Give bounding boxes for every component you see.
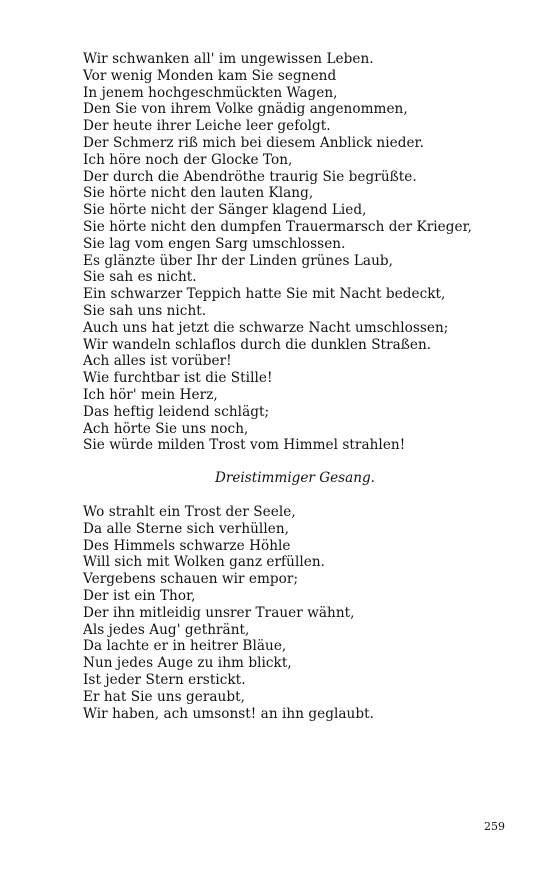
poem-line: Sie lag vom engen Sarg umschlossen. bbox=[83, 235, 346, 252]
poem-line: Will sich mit Wolken ganz erfüllen. bbox=[83, 554, 326, 571]
poem-line: Den Sie von ihrem Volke gnädig angenommen, bbox=[83, 101, 408, 118]
poem-line: Der durch die Abendröthe traurig Sie begrüßte. bbox=[83, 168, 417, 185]
poem-line: Sie sah es nicht. bbox=[83, 269, 197, 286]
poem-line: Ach alles ist vorüber! bbox=[83, 353, 232, 370]
poem-line: Ein schwarzer Teppich hatte Sie mit Nacht bedeckt, bbox=[83, 286, 446, 303]
section-heading: Dreistimmiger Gesang. bbox=[214, 470, 376, 486]
poem-line: Da lachte er in heitrer Bläue, bbox=[83, 638, 287, 655]
poem-line: Als jedes Aug' gethränt, bbox=[83, 621, 250, 638]
poem-line: Der ihn mitleidig unsrer Trauer wähnt, bbox=[83, 604, 355, 621]
poem-line: Nun jedes Auge zu ihm blickt, bbox=[83, 655, 292, 672]
poem-line: Ach hörte Sie uns noch, bbox=[83, 420, 249, 437]
page-number: 259 bbox=[484, 820, 505, 833]
poem-line: Auch uns hat jetzt die schwarze Nacht umschlossen; bbox=[83, 319, 449, 336]
poem-line: Des Himmels schwarze Höhle bbox=[83, 537, 291, 554]
poem-line: Er hat Sie uns geraubt, bbox=[83, 688, 245, 705]
poem-line: Wie furchtbar ist die Stille! bbox=[83, 370, 273, 387]
poem-line: Sie hörte nicht den lauten Klang, bbox=[83, 185, 314, 202]
poem-line: Es glänzte über Ihr der Linden grünes Laub, bbox=[83, 252, 394, 269]
poem-line: Das heftig leidend schlägt; bbox=[83, 403, 270, 420]
poem-line: Sie sah uns nicht. bbox=[83, 302, 207, 319]
poem-line: Sie hörte nicht der Sänger klagend Lied, bbox=[83, 202, 367, 219]
poem-line: In jenem hochgeschmückten Wagen, bbox=[83, 84, 338, 101]
poem-line: Da alle Sterne sich verhüllen, bbox=[83, 520, 289, 537]
poem-line: Der Schmerz riß mich bei diesem Anblick nieder. bbox=[83, 134, 424, 151]
poem-stanza-2 bbox=[83, 504, 503, 722]
poem-line: Vergebens schauen wir empor; bbox=[83, 571, 299, 588]
poem-line: Wir schwanken all' im ungewissen Leben. bbox=[83, 51, 374, 67]
poem-line: Wir haben, ach umsonst! an ihn geglaubt. bbox=[83, 705, 374, 722]
poem-line: Wir wandeln schlaflos durch die dunklen Straßen. bbox=[83, 336, 432, 353]
poem-line: Ich höre noch der Glocke Ton, bbox=[83, 151, 293, 168]
poem-line: Sie hörte nicht den dumpfen Trauermarsch der Krieger, bbox=[83, 218, 473, 235]
poem-line: Ist jeder Stern erstickt. bbox=[83, 671, 246, 688]
poem-stanza-1 bbox=[83, 51, 503, 454]
poem-line: Ich hör' mein Herz, bbox=[83, 386, 218, 403]
poem-line: Der heute ihrer Leiche leer gefolgt. bbox=[83, 118, 331, 135]
poem-line: Vor wenig Monden kam Sie segnend bbox=[83, 67, 337, 84]
poem-line: Sie würde milden Trost vom Himmel strahlen! bbox=[83, 437, 406, 454]
poem-line: Wo strahlt ein Trost der Seele, bbox=[83, 504, 296, 520]
poem-line: Der ist ein Thor, bbox=[83, 587, 196, 604]
